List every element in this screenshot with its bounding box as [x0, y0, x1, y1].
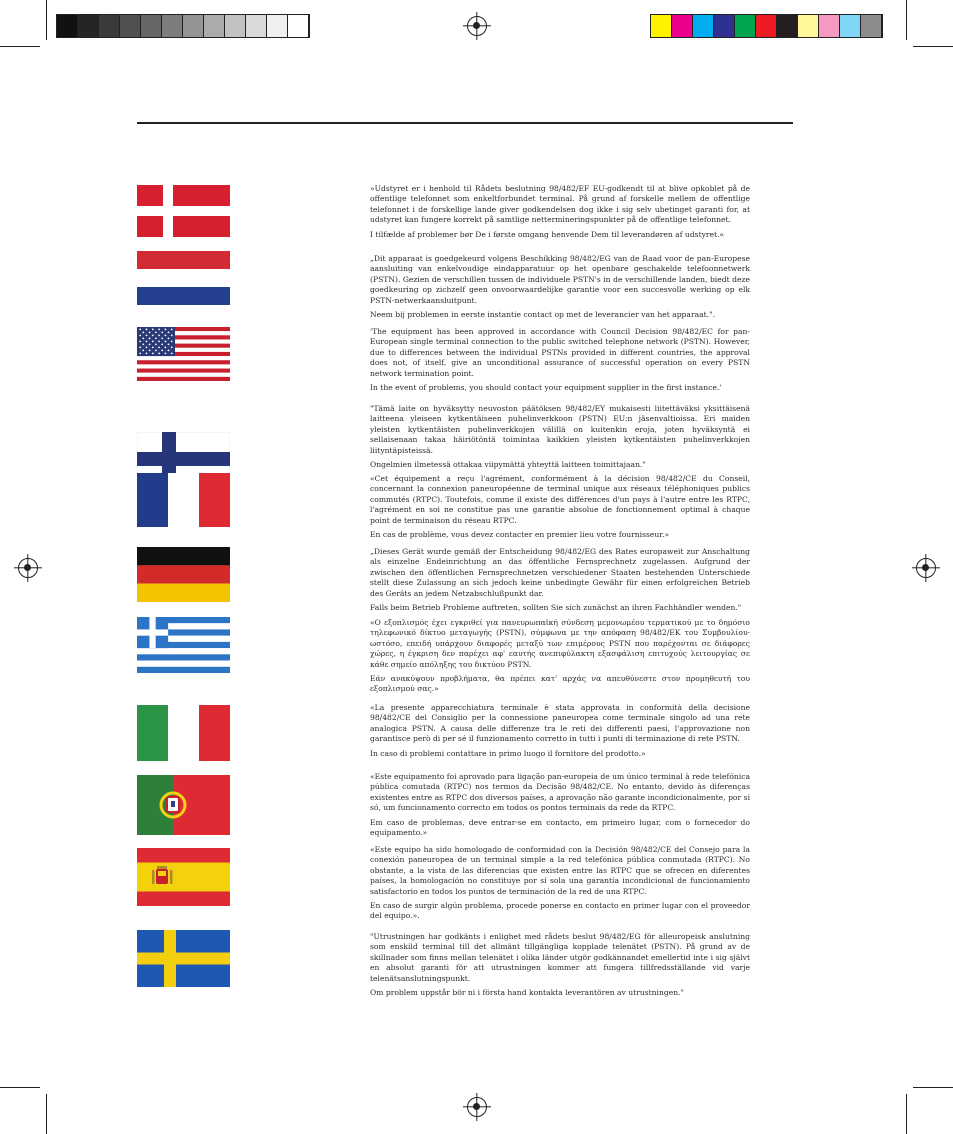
registration-mark-top [467, 16, 487, 36]
grayscale-color-bar [56, 14, 310, 38]
gray-swatch [141, 15, 162, 37]
notice-spanish [370, 845, 750, 926]
flag-portugal [137, 775, 230, 835]
gray-swatch [225, 15, 246, 37]
flag-sweden [137, 930, 230, 987]
notice-paragraph: En cas de problème, vous devez contacter en premier lieu votre fournisseur.» [370, 530, 670, 540]
notice-paragraph: «Ο εξοπλισμός έχει εγκριθεί για πανευρωπαϊκή σύνδεση μεμονωμέου τερματικού με το δημόσιο τηλεφωνικό δίκτυο μεταγωγής (PSTN), σύμφωνα με την απόφαση 98/482/ΕΚ του Συμβουλίου· ωστόσο, επειδή υπάρχουν διαφορές μεταξύ των επιμέρους PSTN που παρέχονται σε διάφορες χώρες, η έγκριση δεν παρέχει αφ' εαυτής ανεπιφύλακτη εξασφάλιση επιτυχούς λειτουργίας σε κάθε σημείο απόληξης του δικτύου PSTN. [370, 618, 750, 669]
color-swatch [756, 15, 777, 37]
crop-mark-bottom-left-v [46, 1094, 47, 1134]
gray-swatch [120, 15, 141, 37]
notice-paragraph: Em caso de problemas, deve entrar-se em contacto, em primeiro lugar, com o fornecedor do equipamento.» [370, 817, 750, 838]
notice-paragraph: «La presente apparecchiatura terminale è stata approvata in conformità della decisione 98/482/CE del Consiglio per la connessione paneuropea come terminale singolo ad una rete analogica PSTN. A causa delle differenze tra le reti dei differenti paesi, l'approvazione non garantisce però di per sé il funzionamento corretto in tutti i punti di terminazione di rete PSTN. [370, 703, 750, 744]
notice-paragraph: Neem bij problemen in eerste instantie contact op met de leverancier van het apparaat.". [370, 310, 716, 320]
color-swatch [861, 15, 882, 37]
color-swatch [672, 15, 693, 37]
notice-paragraph: "Utrustningen har godkänts i enlighet med rådets beslut 98/482/EG för alleuropeisk anslutning som enskild terminal till det allmänt tillgängliga kopplade telenätet (PSTN). På grund av de skillnader som finns mellan telenätet i olika länder utgör godkännandet emellertid inte i sig självt en absolut garanti för att utrustningen kommer att fungera tillfredsställande vid varje telenätsanslutningspunkt. [370, 932, 750, 983]
notice-paragraph: "Tämä laite on hyväksytty neuvoston päätöksen 98/482/EY mukaisesti liitettäväksi yksittäisenä laitteena yleiseen kytkentäiseen puhelinverkkoon (PSTN) EU:n jäsenvaltioissa. Eri maiden yleisten kytkentäisten puhelinverkkojen välillä on kuitenkin eroja, joten hyväksyntä ei sellaisenaan takaa häiriötöntä toimintaa kaikkien yleisten kytkentäisten puhelinverkkojen liityntäpisteissä. [370, 404, 750, 455]
notice-paragraph: „Dieses Gerät wurde gemäß der Entscheidung 98/482/EG des Rates europaweit zur Anschaltung als einzelne Endeinrichtung an das öffentliche Fernsprechnetz zugelassen. Aufgrund der zwischen den öffentlichen Fernsprechnetzen verschiedener Staaten bestehenden Unterschiede stellt diese Zulassung an sich jedoch keine unbedingte Gewähr für einen erfolgreichen Betrieb des Geräts an jedem Netzabschlußpunkt dar. [370, 547, 750, 598]
color-swatch [651, 15, 672, 37]
notice-paragraph: «Cet équipement a reçu l'agrément, conformément à la décision 98/482/CE du Conseil, concernant la connexion paneuropéenne de terminal unique aux réseaux téléphoniques publics commutés (RTPC). Toutefois, comme il existe des différences d'un pays à l'autre entre les RTPC, l'agrément en soi ne constitue pas une garantie absolue de fonctionnement optimal à chaque point de terminaison du réseau RTPC. [370, 474, 750, 525]
color-swatch [840, 15, 861, 37]
gray-swatch [183, 15, 204, 37]
color-swatch [819, 15, 840, 37]
crop-mark-bottom-right-v [906, 1094, 907, 1134]
flag-netherlands [137, 251, 230, 305]
registration-mark-bottom [467, 1097, 487, 1117]
flag-denmark [137, 185, 230, 237]
flag-greece [137, 617, 230, 673]
notice-german [370, 547, 750, 617]
notice-paragraph: En caso de surgir algún problema, procede ponerse en contacto en primer lugar con el proveedor del equipo.». [370, 901, 750, 921]
notice-paragraph: «Este equipamento foi aprovado para ligação pan-europeia de um único terminal à rede telefónica pública comutada (RTPC) nos termos da Decisão 98/482/CE. No entanto, devido às diferenças existentes entre as RTPC dos diversos países, a aprovação não garante incondicionalmente, por si só, um funcionamento correcto em todos os pontos terminais da rede da RTPC. [370, 772, 750, 813]
notice-paragraph: Falls beim Betrieb Probleme auftreten, sollten Sie sich zunächst an ihren Fachhändler wenden." [370, 603, 742, 613]
flag-usa [137, 327, 230, 381]
gray-swatch [288, 15, 309, 37]
gray-swatch [162, 15, 183, 37]
notice-paragraph: Om problem uppstår bör ni i första hand kontakta leverantören av utrustningen." [370, 988, 685, 998]
gray-swatch [57, 15, 78, 37]
color-swatch [798, 15, 819, 37]
flag-germany [137, 547, 230, 602]
notice-greek [370, 618, 750, 699]
notice-swedish [370, 932, 750, 1002]
header-rule [137, 122, 793, 124]
notice-paragraph: »Udstyret er i henhold til Rådets beslutning 98/482/EF EU-godkendt til at blive opkoblet på de offentlige telefonnet som enkeltforbundet terminal. På grund af forskelle mellem de offentlige telefonnet i de forskellige lande giver godkendelsen dog ikke i sig selv ubetinget garanti for, at udstyret kan fungere korrekt på samtlige nettermineringspunkter på de offentlige telefonnet. [370, 184, 750, 225]
notice-french [370, 474, 750, 544]
registration-mark-right [916, 558, 936, 578]
crop-mark-top-right-v [906, 0, 907, 40]
notice-dutch [370, 254, 750, 324]
gray-swatch [204, 15, 225, 37]
notice-italian [370, 703, 750, 763]
notice-paragraph: In caso di problemi contattare in primo luogo il fornitore del prodotto.» [370, 748, 646, 758]
gray-swatch [99, 15, 120, 37]
notice-paragraph: In the event of problems, you should contact your equipment supplier in the first instance.' [370, 383, 722, 393]
crop-mark-top-left-v [46, 0, 47, 40]
notice-paragraph: Ongelmien ilmetessä ottakaa viipymättä yhteyttä laitteen toimittajaan." [370, 460, 646, 470]
notice-paragraph: Εάν ανακύψουν προβλήματα, θα πρέπει κατ' αρχάς να απευθύνεστε στον προμηθευτή του εξοπλισμού σας.» [370, 674, 750, 694]
notice-portuguese [370, 772, 750, 842]
notice-finnish [370, 404, 750, 474]
gray-swatch [78, 15, 99, 37]
gray-swatch [267, 15, 288, 37]
notice-paragraph: „Dit apparaat is goedgekeurd volgens Beschikking 98/482/EG van de Raad voor de pan-Europese aansluiting van enkelvoudige eindapparatuur op het openbare geschakelde telefoonnetwerk (PSTN). Gezien de verschillen tussen de individuele PSTN's in de verschillende landen, biedt deze goedkeuring op zichzelf geen onvoorwaardelijke garantie voor een succesvolle werking op elk PSTN-netwerkaansluitpunt. [370, 254, 750, 305]
registration-mark-left [18, 558, 38, 578]
process-color-bar [650, 14, 883, 38]
color-swatch [735, 15, 756, 37]
crop-mark-top-left-h [0, 46, 40, 47]
notice-english [370, 327, 750, 397]
notice-paragraph: 'The equipment has been approved in accordance with Council Decision 98/482/EC for pan-European single terminal connection to the public switched telephone network (PSTN). However, due to differences between the individual PSTNs provided in different countries, the approval does not, of itself, give an unconditional assurance of successful operation on every PSTN network termination point. [370, 327, 750, 378]
crop-mark-bottom-left-h [0, 1087, 40, 1088]
flag-italy [137, 705, 230, 761]
color-swatch [693, 15, 714, 37]
color-swatch [714, 15, 735, 37]
notice-paragraph: «Este equipo ha sido homologado de conformidad con la Decisión 98/482/CE del Consejo para la conexión paneuropea de un terminal simple a la red telefónica pública conmutada (RTPC). No obstante, a la vista de las diferencias que existen entre las RTPC que se ofrecen en diferentes países, la homologación no constituye por sí sola una garantía incondicional de funcionamiento satisfactorio en todos los puntos de terminación de la red de una RTPC. [370, 845, 750, 896]
gray-swatch [246, 15, 267, 37]
color-swatch [777, 15, 798, 37]
flag-spain [137, 848, 230, 906]
crop-mark-bottom-right-h [913, 1087, 953, 1088]
flag-france [137, 473, 230, 527]
crop-mark-top-right-h [913, 46, 953, 47]
notice-paragraph: I tilfælde af problemer bør De i første omgang henvende Dem til leverandøren af udstyret.« [370, 229, 725, 239]
notice-danish [370, 184, 750, 244]
